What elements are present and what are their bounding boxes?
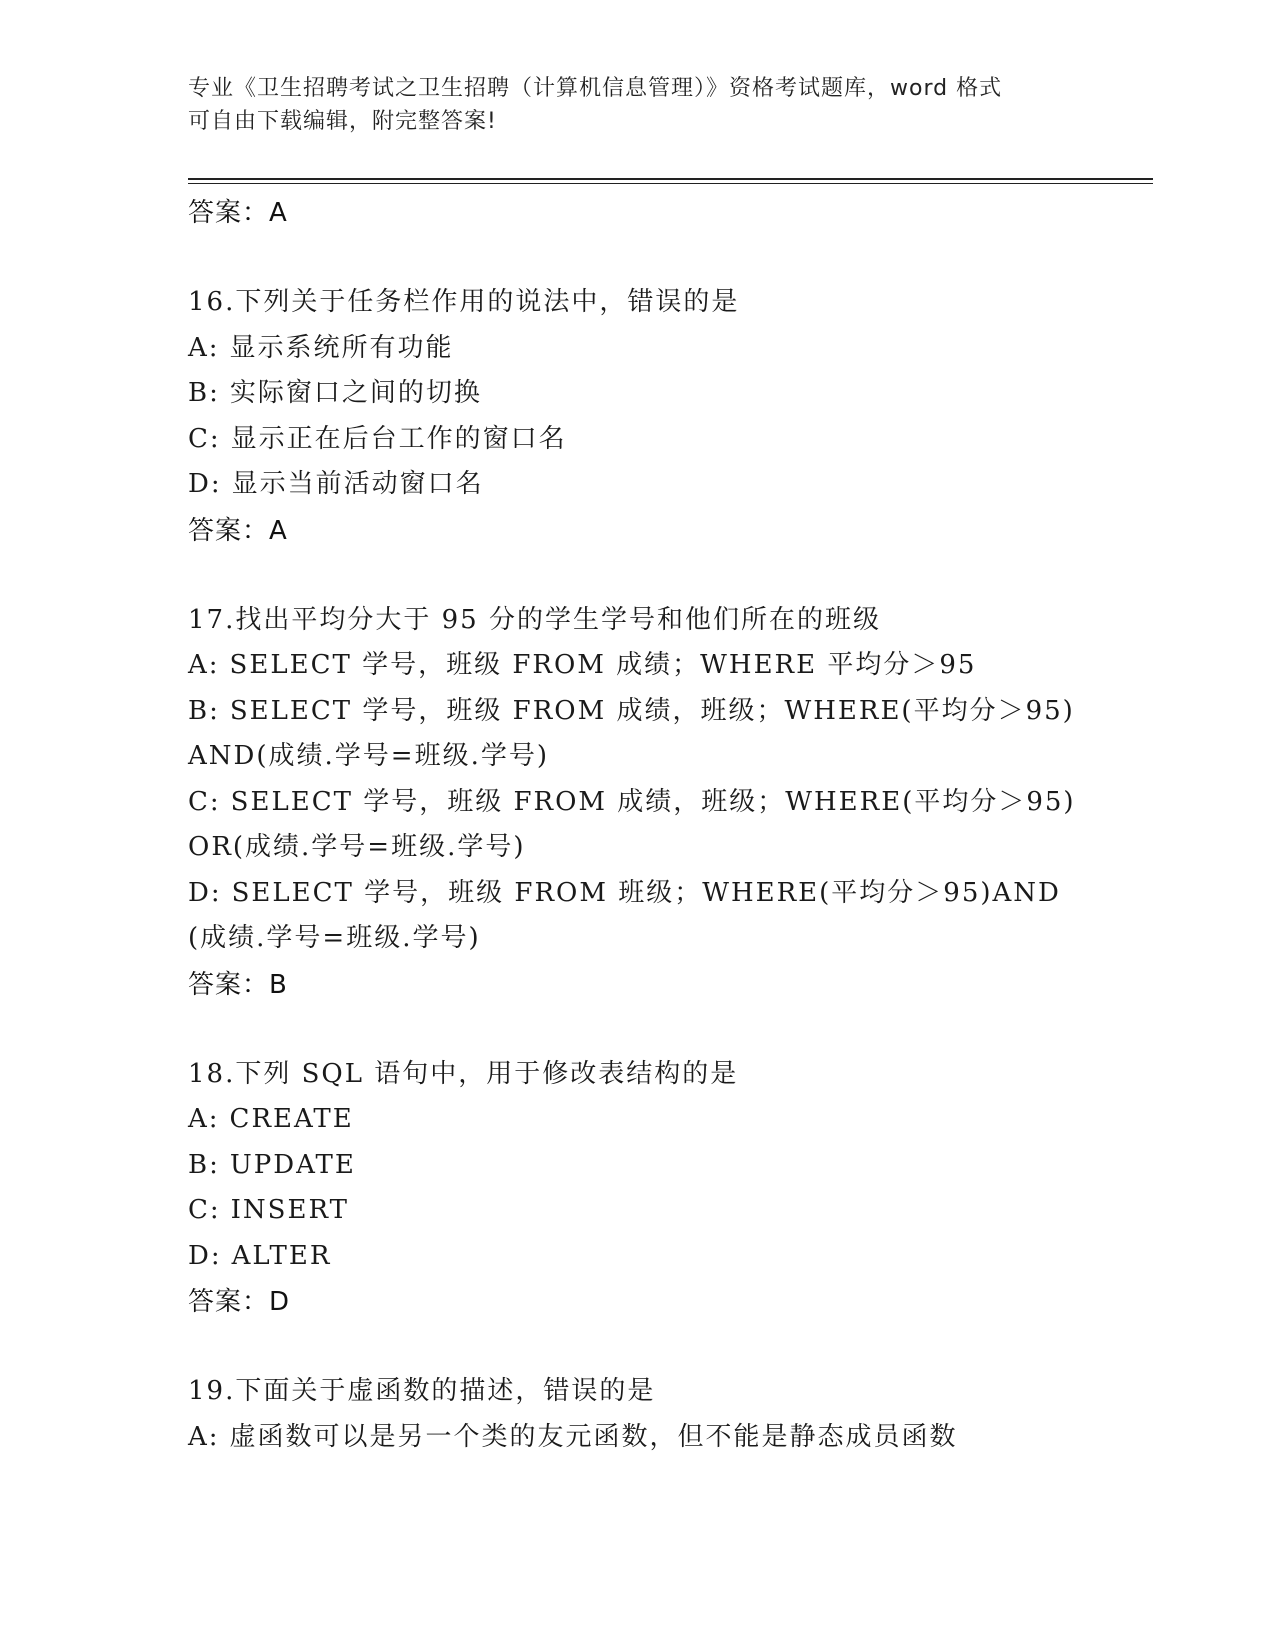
header-line-2: 可自由下载编辑，附完整答案! [188, 109, 497, 134]
question-17 [188, 598, 1088, 1008]
option-text: SELECT 学号，班级 FROM 成绩，班级；WHERE(平均分＞95)AND(成绩.学号=班级.学号) [188, 695, 1075, 771]
option-text: UPDATE [229, 1149, 356, 1180]
option-text: ALTER [231, 1240, 332, 1271]
header-divider-thin [188, 183, 1153, 184]
header-line-1: 专业《卫生招聘考试之卫生招聘（计算机信息管理）》资格考试题库，word 格式 [188, 76, 1003, 101]
question-answer: 答案：B [188, 969, 288, 1000]
option-text: 显示正在后台工作的窗口名 [230, 423, 567, 454]
question-19 [188, 1369, 1088, 1460]
option-key: C: [188, 423, 221, 454]
option-text: 显示当前活动窗口名 [231, 469, 484, 499]
option-a [188, 1097, 1088, 1143]
option-key: B: [188, 695, 220, 726]
option-text: 虚函数可以是另一个类的友元函数，但不能是静态成员函数 [229, 1421, 958, 1452]
option-key: A: [188, 332, 220, 363]
option-d [188, 1234, 1088, 1280]
option-key: C: [188, 1195, 221, 1225]
option-text: SELECT 学号，班级 FROM 班级；WHERE(平均分＞95)AND(成绩.学号=班级.学号) [188, 877, 1061, 953]
option-key: A: [188, 650, 220, 680]
document-header [188, 72, 1088, 138]
option-key: D: [188, 877, 222, 908]
option-key: D: [188, 469, 222, 499]
option-key: B: [188, 1149, 220, 1180]
option-c [188, 780, 1088, 871]
option-c [188, 417, 1088, 463]
question-title: 17.找出平均分大于 95 分的学生学号和他们所在的班级 [188, 604, 881, 635]
option-d [188, 462, 1088, 508]
option-b [188, 689, 1088, 780]
question-18 [188, 1052, 1088, 1326]
option-text: SELECT 学号，班级 FROM 成绩；WHERE 平均分＞95 [229, 650, 977, 680]
option-key: A: [188, 1104, 220, 1134]
question-16 [188, 280, 1088, 554]
header-divider [188, 178, 1153, 180]
option-text: 实际窗口之间的切换 [229, 378, 482, 408]
option-a [188, 1415, 1088, 1461]
option-key: C: [188, 786, 221, 817]
option-b [188, 1143, 1088, 1189]
question-title: 16.下列关于任务栏作用的说法中，错误的是 [188, 287, 740, 317]
option-text: CREATE [229, 1104, 354, 1134]
question-answer: 答案：D [188, 1287, 291, 1317]
option-text: SELECT 学号，班级 FROM 成绩，班级；WHERE(平均分＞95)OR(成绩.学号=班级.学号) [188, 786, 1076, 862]
question-title: 18.下列 SQL 语句中，用于修改表结构的是 [188, 1058, 739, 1089]
option-b [188, 371, 1088, 417]
option-a [188, 643, 1088, 689]
question-answer: 答案：A [188, 515, 288, 546]
option-c [188, 1188, 1088, 1234]
option-key: B: [188, 378, 220, 408]
option-text: 显示系统所有功能 [229, 332, 454, 363]
option-key: D: [188, 1240, 222, 1271]
option-key: A: [188, 1421, 220, 1452]
option-a [188, 326, 1088, 372]
option-text: INSERT [230, 1195, 349, 1225]
question-list [188, 190, 1088, 1460]
option-d [188, 871, 1088, 962]
previous-answer: 答案：A [188, 198, 288, 228]
question-title: 19.下面关于虚函数的描述，错误的是 [188, 1376, 656, 1406]
